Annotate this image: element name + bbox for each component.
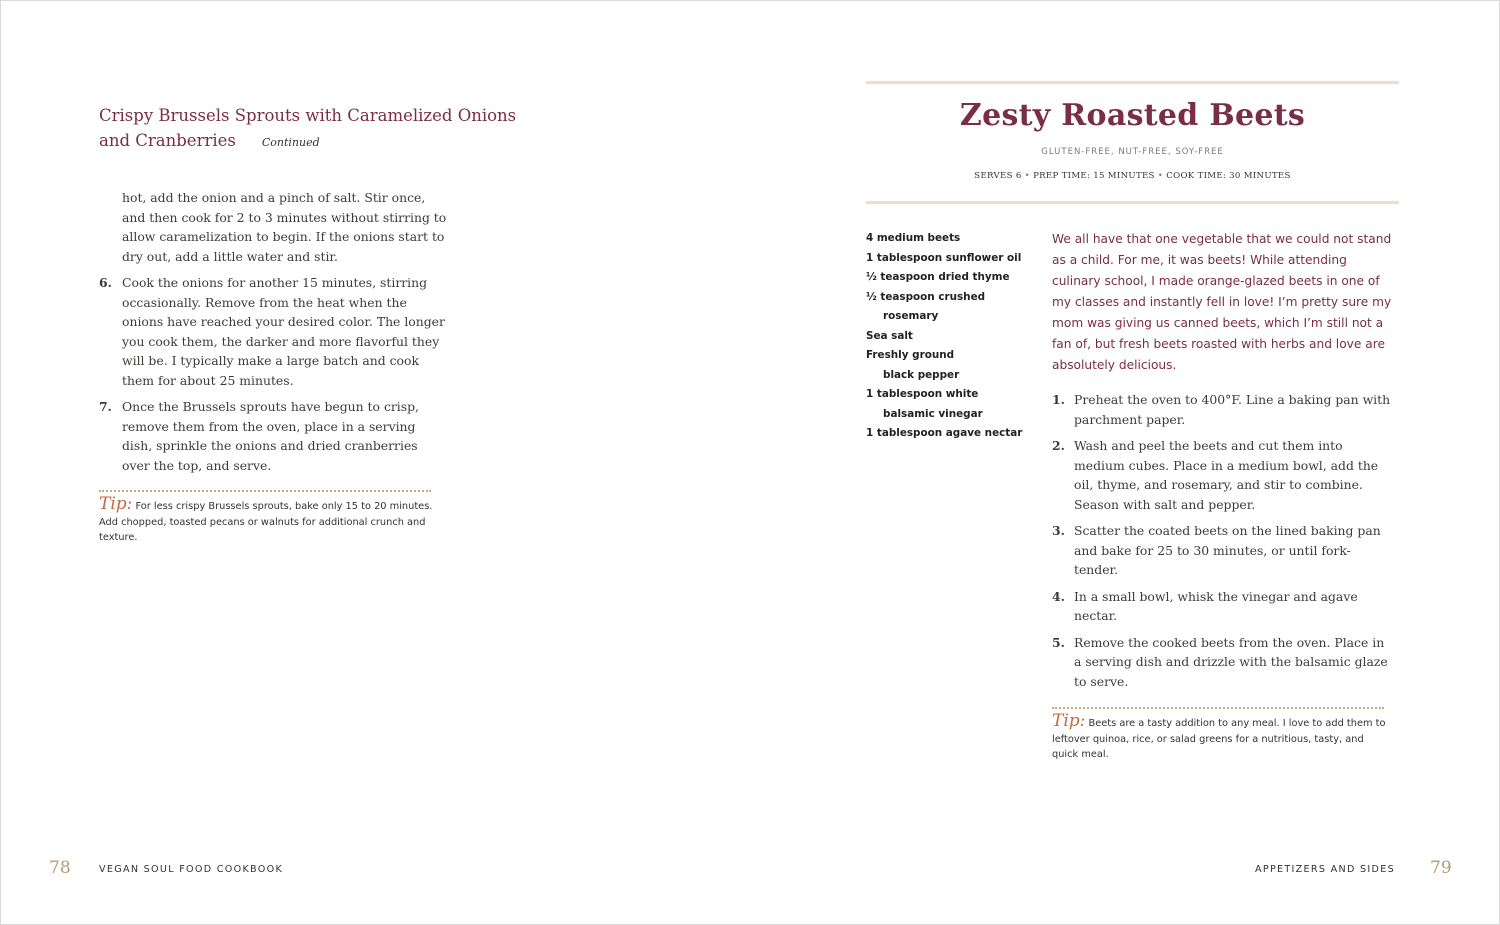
ingredients-list (866, 229, 1041, 444)
left-page-number: 78 (49, 858, 71, 878)
recipe-title: Zesty Roasted Beets (959, 98, 1306, 133)
left-recipe-title (99, 103, 529, 155)
serves: SERVES 6 (974, 171, 1022, 181)
ingredient: 4 medium beets (866, 232, 961, 244)
serving-info (866, 171, 1399, 181)
right-step-3 (1052, 521, 1392, 580)
tip-label: Tip: (1052, 711, 1086, 731)
tip-divider (1052, 707, 1384, 709)
tip-text: Beets are a tasty addition to any meal. I love to add them to leftover quinoa, rice, or salad greens for a nutritious, tasty, and quick meal. (1052, 718, 1386, 760)
right-step-4 (1052, 587, 1392, 626)
left-intro-text: hot, add the onion and a pinch of salt. Stir once, and then cook for 2 to 3 minutes without stirring to allow caramelization to begin. If the onions start to dry out, add a little water and stir. (122, 190, 447, 264)
right-running-footer: APPETIZERS AND SIDES (1255, 864, 1395, 875)
top-rule (866, 81, 1399, 84)
left-running-footer: VEGAN SOUL FOOD COOKBOOK (99, 864, 284, 875)
step-number: 1. (1052, 392, 1065, 407)
left-title-line1: Crispy Brussels Sprouts with Caramelized Onions (99, 106, 517, 125)
step-text: Cook the onions for another 15 minutes, stirring occasionally. Remove from the heat when the onions have reached your desired color. The longer you cook them, the darker and more flavorful they will be. I typically make a large batch and cook them for about 25 minutes. (122, 275, 445, 388)
left-step-6 (99, 273, 449, 390)
dietary-tags: GLUTEN-FREE, NUT-FREE, SOY-FREE (1041, 147, 1224, 157)
right-step-2 (1052, 436, 1392, 514)
step-number: 5. (1052, 634, 1065, 650)
ingredient: rosemary (883, 310, 939, 322)
bullet-separator: • (1157, 171, 1164, 181)
ingredient: 1 tablespoon agave nectar (866, 427, 1023, 439)
ingredient: ½ teaspoon crushed (866, 290, 986, 303)
tip-text: For less crispy Brussels sprouts, bake only 15 to 20 minutes. Add chopped, toasted pecans or walnuts for additional crunch and texture. (99, 501, 433, 543)
step-number: 6. (99, 275, 112, 290)
step-text: Scatter the coated beets on the lined baking pan and bake for 25 to 30 minutes, or until fork-tender. (1074, 523, 1381, 577)
tip-label: Tip: (99, 494, 133, 514)
step-text: Remove the cooked beets from the oven. Place in a serving dish and drizzle with the balsamic glaze to serve. (1074, 634, 1388, 689)
step-text: Wash and peel the beets and cut them into medium cubes. Place in a medium bowl, add the oil, thyme, and rosemary, and stir to combine. Season with salt and pepper. (1074, 438, 1379, 512)
ingredient: balsamic vinegar (883, 407, 983, 420)
step-text: In a small bowl, whisk the vinegar and agave nectar. (1074, 588, 1358, 623)
left-body (99, 188, 449, 546)
right-steps (1052, 390, 1392, 763)
right-tip (1052, 711, 1387, 763)
continued-label: Continued (261, 136, 320, 149)
right-page-number: 79 (1430, 858, 1452, 878)
bottom-rule (866, 201, 1399, 204)
left-title-line2: and Cranberries (99, 131, 236, 150)
ingredient: Sea salt (866, 329, 913, 342)
ingredient: ½ teaspoon dried thyme (866, 271, 1010, 283)
tip-divider (99, 490, 431, 492)
prep-time: PREP TIME: 15 MINUTES (1033, 171, 1155, 181)
ingredient: 1 tablespoon sunflower oil (866, 251, 1022, 264)
ingredient: black pepper (883, 368, 960, 381)
bullet-separator: • (1024, 171, 1031, 181)
step-number: 2. (1052, 438, 1065, 453)
step-number: 3. (1052, 523, 1065, 538)
left-tip (99, 494, 434, 546)
step-number: 4. (1052, 588, 1065, 604)
ingredient: 1 tablespoon white (866, 388, 979, 400)
recipe-intro: We all have that one vegetable that we could not stand as a child. For me, it was beets! While attending culinary school, I made orange-glazed beets in one of my classes and instantly fell in love! I’m pretty sure my mom was giving us canned beets, which I’m still not a fan of, but fresh beets roasted with herbs and love are absolutely delicious. (1052, 232, 1392, 372)
right-step-1 (1052, 390, 1392, 429)
left-step-7 (99, 397, 449, 475)
step-number: 7. (99, 399, 112, 414)
step-text: Once the Brussels sprouts have begun to crisp, remove them from the oven, place in a serving dish, sprinkle the onions and dried cranberries over the top, and serve. (122, 399, 419, 473)
right-step-5 (1052, 633, 1392, 692)
step-text: Preheat the oven to 400°F. Line a baking pan with parchment paper. (1074, 392, 1391, 427)
ingredient: Freshly ground (866, 349, 955, 361)
cook-time: COOK TIME: 30 MINUTES (1166, 171, 1291, 181)
